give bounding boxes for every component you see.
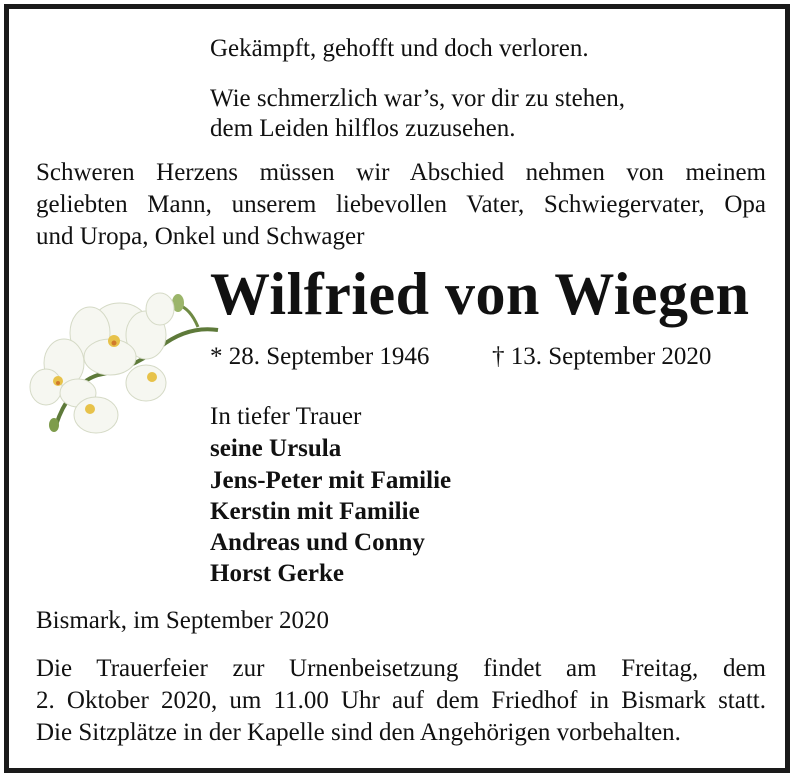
orchid-icon (28, 275, 228, 445)
motto-line-1: Gekämpft, gehofft und doch verloren. (210, 35, 589, 62)
mourner-name: Andreas und Conny (210, 529, 425, 556)
birth-date: * 28. September 1946 (210, 343, 430, 370)
mourner-name: seine Ursula (210, 435, 342, 462)
motto-line-3: dem Leiden hilflos zuzusehen. (210, 115, 516, 142)
motto-line-2: Wie schmerzlich war’s, vor dir zu stehen, (210, 85, 626, 112)
intro-line-2: geliebten Mann, unserem liebevollen Vater, Schwiegervater, Opa (36, 191, 766, 218)
funeral-line-2: 2. Oktober 2020, um 11.00 Uhr auf dem Friedhof in Bismark statt. (36, 687, 766, 714)
intro-line-3: und Uropa, Onkel und Schwager (36, 223, 365, 250)
mourner-name: Jens-Peter mit Familie (210, 467, 452, 494)
place-date: Bismark, im September 2020 (36, 607, 330, 634)
mourner-name: Kerstin mit Familie (210, 498, 420, 525)
funeral-line-1: Die Trauerfeier zur Urnenbeisetzung findet am Freitag, dem (36, 655, 766, 682)
intro-line-1: Schweren Herzens müssen wir Abschied nehmen von meinem (36, 159, 766, 186)
funeral-line-3: Die Sitzplätze in der Kapelle sind den Angehörigen vorbehalten. (36, 719, 681, 746)
mourning-heading: In tiefer Trauer (210, 403, 362, 430)
deceased-name: Wilfried von Wiegen (210, 261, 750, 327)
death-date: † 13. September 2020 (492, 343, 712, 370)
mourner-name: Horst Gerke (210, 560, 344, 587)
